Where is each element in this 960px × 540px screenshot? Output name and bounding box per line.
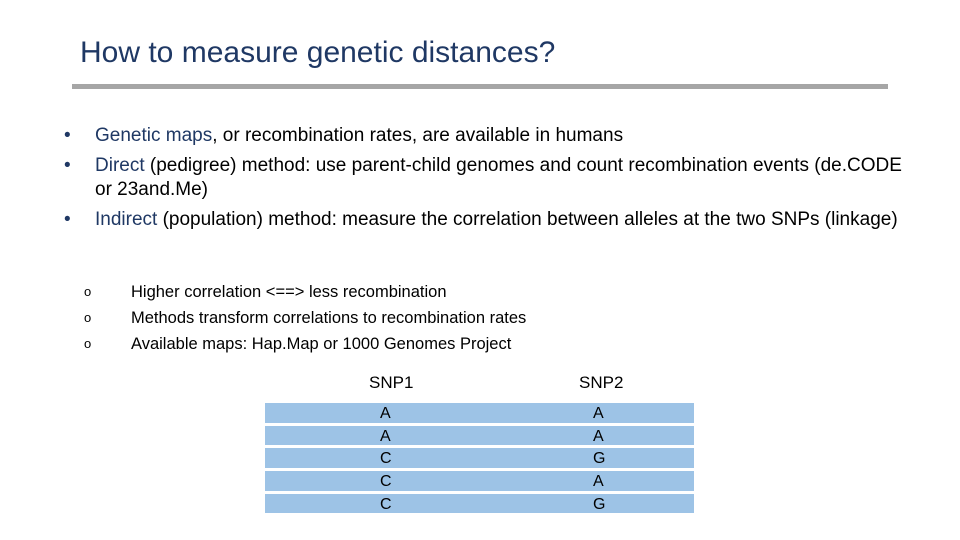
snp2-allele: G	[593, 495, 606, 513]
sub-bullet-text: Methods transform correlations to recombination rates	[131, 309, 527, 327]
bullet-keyword: Indirect	[95, 209, 158, 230]
title-divider	[72, 84, 888, 89]
table-row	[265, 448, 694, 468]
sub-bullet-text: Available maps: Hap.Map or 1000 Genomes Project	[131, 335, 512, 353]
bullet-text: (population) method: measure the correlation between alleles at the two SNPs (linkage)	[157, 209, 898, 230]
snp2-allele: A	[593, 473, 604, 491]
bullet-text: (pedigree) method: use parent-child genomes and count recombination events (de.CODE or 23and.Me)	[95, 155, 902, 200]
snp2-allele: G	[593, 450, 606, 468]
snp2-header: SNP2	[579, 373, 624, 392]
bullet-text: , or recombination rates, are available in humans	[212, 125, 624, 146]
sub-bullet-marker: o	[84, 336, 92, 351]
sub-bullet-item	[84, 331, 526, 357]
bullet-marker: •	[64, 125, 71, 146]
sub-bullet-marker: o	[84, 284, 92, 299]
sub-bullet-list	[84, 279, 526, 357]
bullet-item	[64, 124, 924, 148]
snp1-allele: C	[380, 473, 392, 491]
bullet-marker: •	[64, 155, 71, 176]
bullet-marker: •	[64, 209, 71, 230]
table-row	[265, 403, 694, 423]
bullet-keyword: Direct	[95, 155, 145, 176]
snp1-header: SNP1	[369, 373, 414, 392]
sub-bullet-item	[84, 279, 526, 305]
table-row	[265, 471, 694, 491]
snp2-allele: A	[593, 405, 604, 422]
bullet-list	[64, 124, 924, 238]
allele-table	[265, 403, 694, 516]
table-row	[265, 426, 694, 446]
table-row	[265, 494, 694, 514]
snp1-allele: C	[380, 495, 392, 513]
bullet-item	[64, 154, 924, 202]
snp1-allele: A	[380, 427, 391, 445]
sub-bullet-item	[84, 305, 526, 331]
bullet-item	[64, 208, 924, 232]
snp1-allele: C	[380, 450, 392, 468]
sub-bullet-text: Higher correlation <==> less recombination	[131, 283, 447, 301]
slide-title: How to measure genetic distances?	[80, 36, 556, 69]
snp2-allele: A	[593, 427, 604, 445]
snp1-allele: A	[380, 405, 391, 422]
sub-bullet-marker: o	[84, 310, 92, 325]
bullet-keyword: Genetic maps	[95, 125, 213, 146]
